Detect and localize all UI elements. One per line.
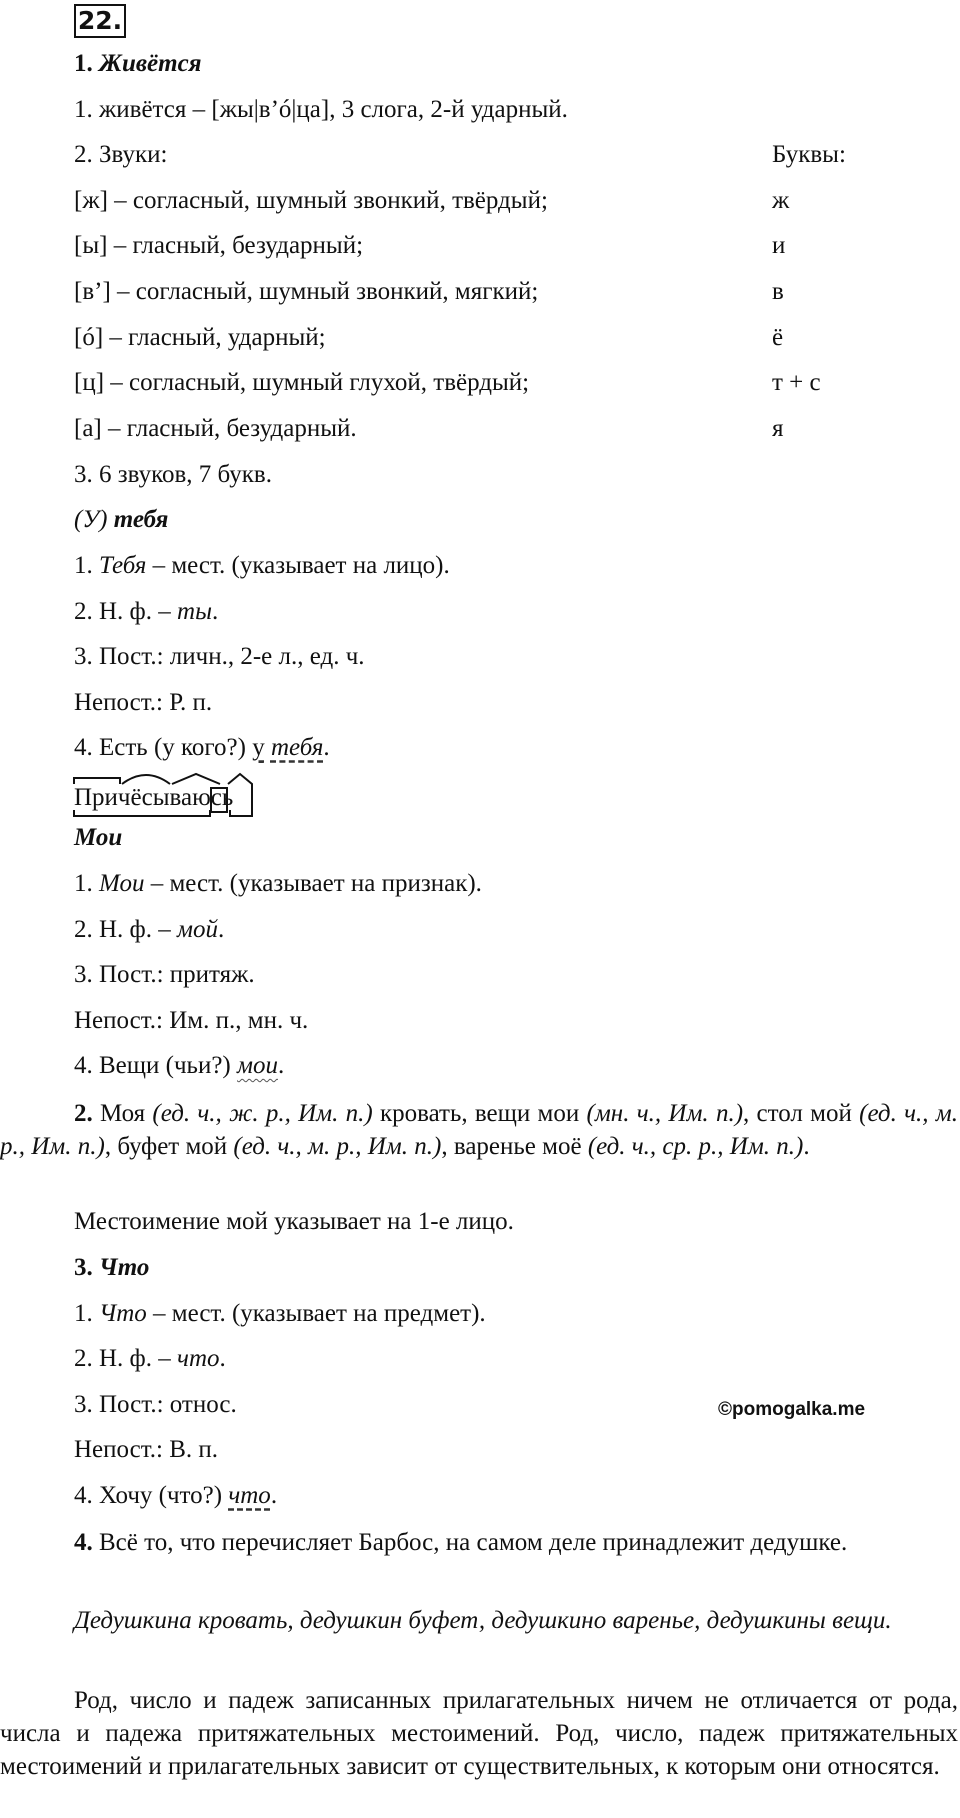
sounds-header: 2. Звуки:: [74, 141, 168, 168]
watermark: ©pomogalka.me: [718, 1399, 866, 1420]
moi-line3: 3. Пост.: притяж.: [74, 961, 255, 988]
section3-line5: [74, 1480, 277, 1512]
base-bracket: [74, 810, 210, 816]
sound-letter: ж: [772, 187, 790, 214]
moi-line2-prefix: 2. Н. ф. –: [74, 916, 178, 943]
section3-title: [74, 1252, 149, 1284]
sound-count: 3. 6 звуков, 7 букв.: [74, 461, 272, 488]
section2-text: , варенье моё: [441, 1133, 588, 1160]
sound-letter: в: [772, 278, 784, 305]
sound-row: [74, 185, 934, 217]
sound-description: [ы] – гласный, безударный;: [74, 232, 364, 259]
tebya-title-word: тебя: [113, 506, 169, 533]
section4-final-paragraph: Род, число и падеж записанных прилагательных ничем не отличается от рода, числа и падежа притяжательных местоимений. Род, число, падеж притяжательных местоимений и прилагательных зависит от существительных, к которым они относятся.: [0, 1687, 958, 1780]
chto-word: Что: [99, 1300, 147, 1327]
moi-line4: Непост.: Им. п., мн. ч.: [74, 1007, 309, 1034]
section4-italic-paragraph: Дедушкина кровать, дедушкин буфет, дедушкино варенье, дедушкины вещи.: [74, 1607, 892, 1634]
sound-description: [ж] – согласный, шумный звонкий, твёрдый;: [74, 187, 548, 214]
section2-text: кровать, вещи мои: [372, 1100, 587, 1127]
moi-title: [74, 822, 122, 854]
sound-row: [74, 230, 934, 262]
tebya-line2-suffix: .: [212, 598, 219, 625]
tebya-preposition: у: [252, 734, 265, 761]
section4-text: Всё то, что перечисляет Барбос, на самом деле принадлежит дедушке.: [92, 1529, 848, 1556]
sound-description: [ó] – гласный, ударный;: [74, 324, 326, 351]
section3-line5-prefix: 4. Хочу (что?): [74, 1482, 229, 1509]
sound-description: [а] – гласный, безударный.: [74, 415, 357, 442]
section3-line3: 3. Пост.: относ.: [74, 1391, 237, 1418]
morpheme-marks: [70, 770, 270, 820]
moi-underlined-word: мои: [237, 1052, 278, 1079]
tebya-word: Тебя: [99, 552, 147, 579]
section2-number: 2.: [74, 1100, 93, 1127]
task-number-box: 22.: [74, 4, 126, 38]
chto-initial-form: что: [177, 1345, 220, 1372]
section3-line2: [74, 1343, 226, 1375]
section1-title: [74, 48, 202, 80]
section2-text: .: [803, 1133, 810, 1160]
sound-row: [74, 322, 934, 354]
moi-word: Мои: [99, 870, 145, 897]
moi-title-word: Мои: [74, 824, 123, 851]
section2-paragraph: [0, 1097, 958, 1163]
section4-paragraph: [0, 1526, 958, 1559]
ending-box: [211, 788, 227, 812]
morpheme-word: Причёсываюсь: [74, 784, 234, 811]
sound-row: [74, 367, 934, 399]
section2-grammar-note: (ед. ч., м. р., Им. п.): [233, 1133, 442, 1160]
sounds-header-row: [74, 139, 934, 171]
section3-line2-prefix: 2. Н. ф. –: [74, 1345, 178, 1372]
tebya-line2: [74, 596, 218, 628]
section1-line1: 1. живётся – [жы|в’ó|ца], 3 слога, 2-й ударный.: [74, 96, 568, 123]
tebya-line3: 3. Пост.: личн., 2-е л., ед. ч.: [74, 643, 365, 670]
tebya-underlined-word: тебя: [270, 734, 324, 761]
section3-line1-rest: – мест. (указывает на предмет).: [146, 1300, 486, 1327]
tebya-line5: [74, 732, 330, 764]
chto-underlined-word: что: [228, 1482, 271, 1509]
letters-header: Буквы:: [772, 141, 846, 168]
morpheme-parse: [70, 770, 270, 820]
section2-text: Моя: [92, 1100, 153, 1127]
moi-line1-rest: – мест. (указывает на признак).: [144, 870, 482, 897]
section3-line1: 1. Что – мест. (указывает на предмет).: [74, 1300, 486, 1327]
sound-description: [ц] – согласный, шумный глухой, твёрдый;: [74, 369, 530, 396]
section2-text: , буфет мой: [104, 1133, 234, 1160]
section3-line2-suffix: .: [219, 1345, 226, 1372]
postfix-mark: [228, 774, 252, 816]
sound-row: [74, 413, 934, 445]
tebya-line2-prefix: 2. Н. ф. –: [74, 598, 178, 625]
moi-line5-prefix: 4. Вещи (чьи?): [74, 1052, 238, 1079]
sound-letter: и: [772, 232, 786, 259]
moi-line2-suffix: .: [217, 916, 225, 943]
sound-letter: я: [772, 415, 784, 442]
section1-title-word: Живётся: [99, 50, 202, 77]
tebya-line5-suffix: .: [323, 734, 330, 761]
sound-row: [74, 276, 934, 308]
section3-line5-suffix: .: [270, 1482, 278, 1509]
sound-description: [в’] – согласный, шумный звонкий, мягкий;: [74, 278, 539, 305]
moi-initial-form: мой: [177, 916, 218, 943]
section2-note: Местоимение мой указывает на 1-е лицо.: [74, 1208, 514, 1235]
section2-text: , стол мой: [743, 1100, 860, 1127]
moi-line2: [74, 914, 224, 946]
tebya-initial-form: ты: [177, 598, 213, 625]
section2-grammar-note: (мн. ч., Им. п.): [586, 1100, 744, 1127]
suffix-caret: [172, 774, 220, 784]
moi-line1: 1. Мои – мест. (указывает на признак).: [74, 870, 482, 897]
section2-grammar-note: (ед. ч., ж. р., Им. п.): [152, 1100, 373, 1127]
sound-letter: ё: [772, 324, 784, 351]
section3-number: 3.: [74, 1254, 93, 1281]
section4-number: 4.: [74, 1529, 93, 1556]
section3-line4: Непост.: В. п.: [74, 1436, 219, 1463]
tebya-line1: 1. Тебя – мест. (указывает на лицо).: [74, 552, 450, 579]
moi-line5-suffix: .: [277, 1052, 285, 1079]
tebya-line4: Непост.: Р. п.: [74, 689, 213, 716]
tebya-title-prefix: (У): [74, 506, 108, 533]
moi-line5: [74, 1050, 284, 1082]
sound-letter: т + с: [772, 369, 821, 396]
root-arc: [122, 775, 170, 784]
tebya-line5-prefix: 4. Есть (у кого?): [74, 734, 253, 761]
section2-grammar-note: (ед. ч., м. р., Им. п.): [0, 1100, 958, 1160]
section2-grammar-note: (ед. ч., ср. р., Им. п.): [587, 1133, 804, 1160]
section3-title-word: Что: [99, 1254, 150, 1281]
prefix-mark: [74, 778, 120, 784]
section1-number: 1.: [74, 50, 93, 77]
tebya-title: [74, 504, 168, 536]
tebya-line1-rest: – мест. (указывает на лицо).: [146, 552, 450, 579]
